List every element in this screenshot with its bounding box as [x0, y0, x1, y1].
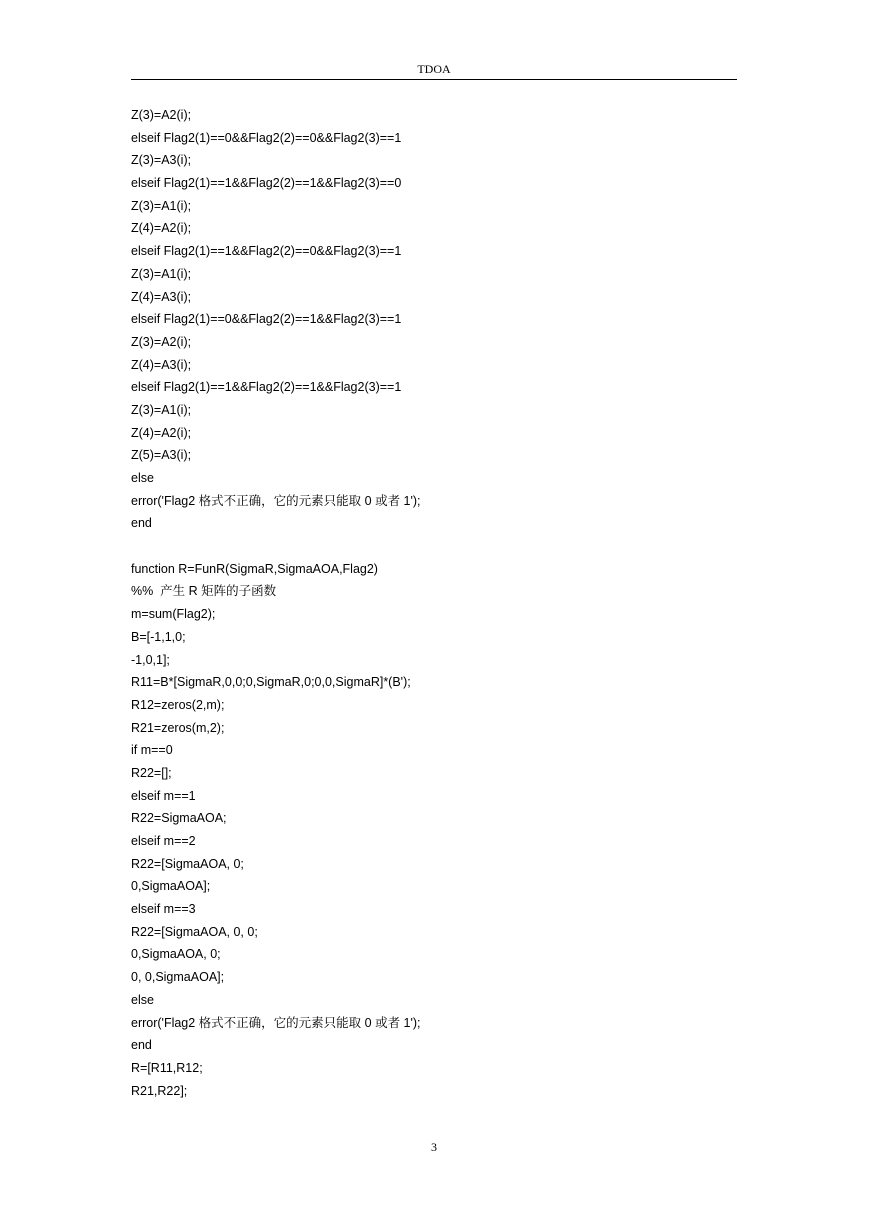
- code-line: Z(3)=A1(i);: [131, 402, 192, 417]
- code-line: else: [131, 992, 154, 1007]
- code-line: elseif Flag2(1)==1&&Flag2(2)==1&&Flag2(3)==0: [131, 176, 402, 191]
- code-line: Z(5)=A3(i);: [131, 448, 192, 463]
- code-line: elseif Flag2(1)==0&&Flag2(2)==0&&Flag2(3)==1: [131, 130, 402, 145]
- code-listing: [131, 104, 737, 1102]
- code-line: R22=SigmaAOA;: [131, 811, 227, 826]
- code-line: m=sum(Flag2);: [131, 607, 216, 622]
- code-line: error('Flag2 格式不正确，它的元素只能取 0 或者 1');: [131, 493, 421, 508]
- code-line: Z(4)=A2(i);: [131, 425, 192, 440]
- code-line: end: [131, 516, 152, 531]
- code-line: R=[R11,R12;: [131, 1060, 203, 1075]
- code-line: R12=zeros(2,m);: [131, 697, 225, 712]
- code-line: Z(4)=A3(i);: [131, 357, 192, 372]
- code-line: elseif m==1: [131, 788, 196, 803]
- code-line: error('Flag2 格式不正确，它的元素只能取 0 或者 1');: [131, 1015, 421, 1030]
- code-line: elseif m==3: [131, 902, 196, 917]
- code-line: Z(4)=A2(i);: [131, 221, 192, 236]
- code-line: elseif Flag2(1)==1&&Flag2(2)==0&&Flag2(3)==1: [131, 244, 402, 259]
- page-header-title: TDOA: [417, 62, 451, 76]
- code-line: R22=[SigmaAOA, 0, 0;: [131, 924, 258, 939]
- code-line: 0, 0,SigmaAOA];: [131, 970, 225, 985]
- code-line: R21=zeros(m,2);: [131, 720, 225, 735]
- code-line: Z(3)=A3(i);: [131, 153, 192, 168]
- code-line: [131, 535, 737, 558]
- code-line: Z(3)=A2(i);: [131, 108, 192, 122]
- code-line: Z(3)=A1(i);: [131, 198, 192, 213]
- code-line: Z(3)=A1(i);: [131, 266, 192, 281]
- code-line: 0,SigmaAOA, 0;: [131, 947, 221, 962]
- page-number: 3: [431, 1140, 437, 1154]
- code-line: elseif m==2: [131, 834, 196, 848]
- code-line: %% 产生 R 矩阵的子函数: [131, 584, 277, 599]
- code-line: R11=B*[SigmaR,0,0;0,SigmaR,0;0,0,SigmaR]*(B');: [131, 675, 411, 690]
- code-line: B=[-1,1,0;: [131, 629, 186, 644]
- code-line: Z(3)=A2(i);: [131, 334, 192, 349]
- code-line: if m==0: [131, 743, 173, 758]
- code-line: else: [131, 471, 154, 485]
- code-line: Z(4)=A3(i);: [131, 289, 192, 304]
- code-line: R22=[SigmaAOA, 0;: [131, 856, 244, 871]
- code-line: R21,R22];: [131, 1083, 188, 1098]
- code-line: 0,SigmaAOA];: [131, 879, 211, 894]
- code-line: end: [131, 1038, 152, 1053]
- header-divider: [131, 79, 737, 80]
- code-line: function R=FunR(SigmaR,SigmaAOA,Flag2): [131, 561, 378, 576]
- code-line: -1,0,1];: [131, 652, 170, 667]
- code-line: R22=[];: [131, 765, 172, 780]
- code-line: elseif Flag2(1)==0&&Flag2(2)==1&&Flag2(3)==1: [131, 312, 402, 327]
- code-line: elseif Flag2(1)==1&&Flag2(2)==1&&Flag2(3)==1: [131, 380, 402, 395]
